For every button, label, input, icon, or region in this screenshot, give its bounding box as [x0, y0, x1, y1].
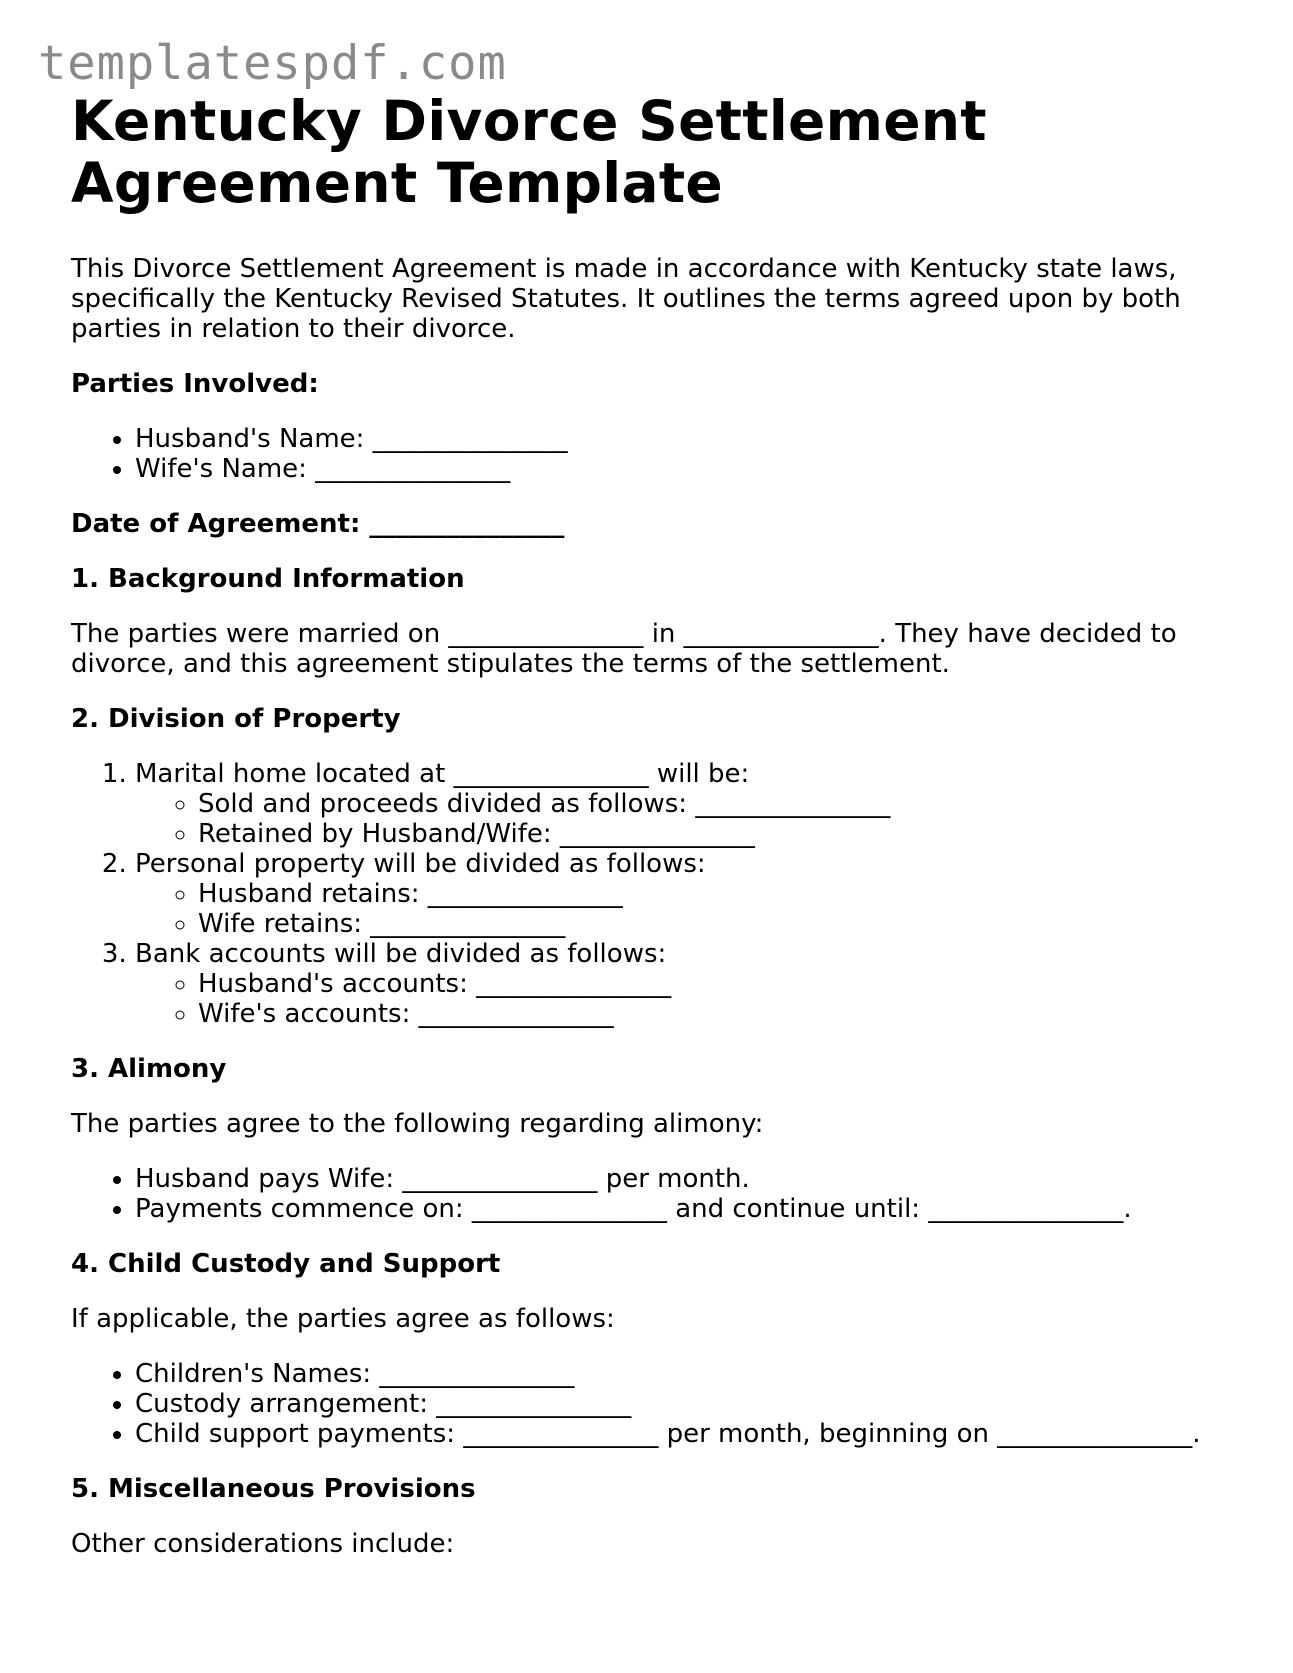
- list-item: • Payments commence on: _______________ and continue until: _______________.: [135, 1194, 1251, 1224]
- property-heading: 2. Division of Property: [71, 704, 401, 734]
- alimony-text: The parties agree to the following regarding alimony:: [71, 1109, 764, 1139]
- list-item: • Husband pays Wife: _______________ per month.: [135, 1164, 1251, 1194]
- intro-paragraph: This Divorce Settlement Agreement is made in accordance with Kentucky state laws, specifically the Kentucky Revised Statutes. It outlines the terms agreed upon by both parties in relation to their divorce.: [71, 254, 1181, 344]
- sub-list: [135, 789, 1251, 849]
- list-item-label: Bank accounts will be divided as follows:: [135, 939, 667, 969]
- list-item: • Custody arrangement: _______________: [135, 1389, 1251, 1419]
- background-text: The parties were married on _______________ in _______________. They have decided to divorce, and this agreement stipulates the terms of the settlement.: [71, 619, 1177, 679]
- document-page: [71, 90, 1251, 1559]
- watermark: templatespdf.com: [38, 36, 507, 91]
- background-heading: 1. Background Information: [71, 564, 465, 594]
- alimony-list: [71, 1164, 1251, 1224]
- page-title: [71, 90, 1251, 214]
- list-item: • Child support payments: _______________ per month, beginning on _______________.: [135, 1419, 1251, 1449]
- sub-list-item: ◦ Husband's accounts: _______________: [198, 969, 1251, 999]
- list-item: [135, 849, 1251, 939]
- sub-list-item: ◦ Retained by Husband/Wife: _______________: [198, 819, 1251, 849]
- date-of-agreement: Date of Agreement: _______________: [71, 509, 565, 539]
- sub-list-item: ◦ Sold and proceeds divided as follows: _______________: [198, 789, 1251, 819]
- list-item-label: Marital home located at _______________ will be:: [135, 759, 750, 789]
- misc-text: Other considerations include:: [71, 1529, 455, 1559]
- list-item-label: Personal property will be divided as follows:: [135, 849, 706, 879]
- sub-list-item: ◦ Wife's accounts: _______________: [198, 999, 1251, 1029]
- sub-list: [135, 969, 1251, 1029]
- custody-text: If applicable, the parties agree as follows:: [71, 1304, 615, 1334]
- custody-heading: 4. Child Custody and Support: [71, 1249, 501, 1279]
- list-item: [135, 759, 1251, 849]
- alimony-heading: 3. Alimony: [71, 1054, 227, 1084]
- sub-list-item: ◦ Husband retains: _______________: [198, 879, 1251, 909]
- title-line-1: Kentucky Divorce Settlement: [71, 89, 987, 153]
- property-list: [71, 759, 1251, 1029]
- list-item: [135, 939, 1251, 1029]
- title-line-2: Agreement Template: [71, 151, 724, 215]
- sub-list: [135, 879, 1251, 939]
- custody-list: [71, 1359, 1251, 1449]
- parties-heading: Parties Involved:: [71, 369, 319, 399]
- parties-list: [71, 424, 1251, 484]
- list-item: • Husband's Name: _______________: [135, 424, 1251, 454]
- list-item: • Wife's Name: _______________: [135, 454, 1251, 484]
- sub-list-item: ◦ Wife retains: _______________: [198, 909, 1251, 939]
- misc-heading: 5. Miscellaneous Provisions: [71, 1474, 476, 1504]
- list-item: • Children's Names: _______________: [135, 1359, 1251, 1389]
